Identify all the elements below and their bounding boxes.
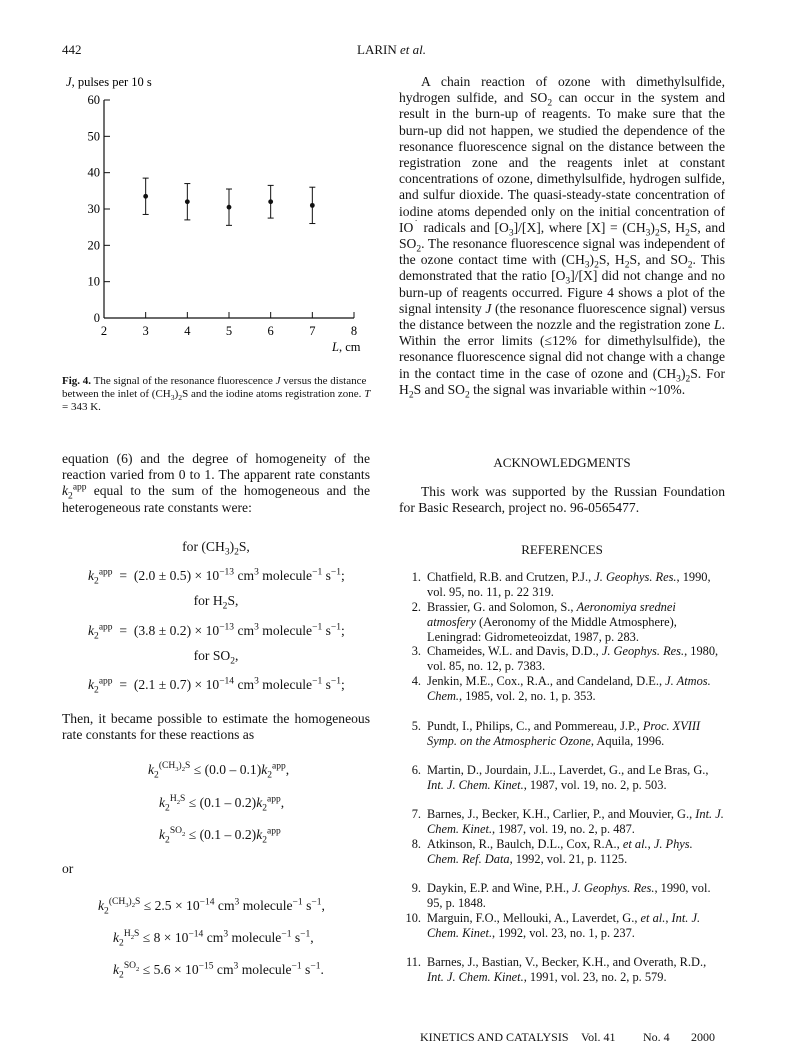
figure-caption	[62, 375, 372, 414]
reference-text: Martin, D., Jourdain, J.L., Laverdet, G., and Le Bras, G., Int. J. Chem. Kinet., 1987, vol. 19, no. 2, p. 503.	[427, 763, 709, 792]
reference-number: 4.	[411, 674, 421, 688]
footer-year: 2000	[691, 1030, 715, 1044]
footer-volume: Vol. 41	[581, 1030, 616, 1044]
equation-1: $k_2^{app} = (2.0 \pm 0.5) \times 10^{-13}$ $cm^3$ molecule$^{-1}$ $s^{-1}$;	[88, 567, 345, 587]
reference-text: Barnes, J., Bastian, V., Becker, K.H., and Overath, R.D., Int. J. Chem. Kinet., 1991, vol. 23, no. 2, p. 579.	[427, 955, 707, 984]
figure-label: Fig. 4.	[62, 375, 92, 387]
y-tick-label: 10	[87, 274, 100, 289]
x-axis-label: L, cm	[332, 340, 361, 354]
ref-heading: REFERENCES	[521, 542, 603, 557]
final-constant-2: $k_2^{H_2S} \le 8 \times 10^{-14}$ $cm^3$ molecule$^{-1}$ $s^{-1}$,	[113, 929, 314, 949]
x-tick-label: 8	[350, 324, 358, 338]
page-number: 442	[62, 42, 82, 57]
reference-text: Chatfield, R.B. and Crutzen, P.J., J. Geophys. Res., 1990, vol. 95, no. 11, p. 22 319.	[427, 570, 711, 599]
footer-journal: KINETICS AND CATALYSIS	[420, 1030, 569, 1044]
reference-text: Pundt, I., Philips, C., and Pommereau, J.P., Proc. XVIII Symp. on the Atmospheric Ozone, Aquila, 1996.	[427, 719, 701, 748]
reference-number: 7.	[411, 807, 421, 821]
y-tick-label: 0	[93, 311, 100, 325]
footer-number: No. 4	[643, 1030, 670, 1044]
x-tick-label: 7	[309, 324, 316, 338]
reference-number: 6.	[411, 763, 421, 777]
running-title-author: LARIN	[357, 42, 397, 57]
reference-item	[399, 911, 725, 941]
reference-item	[399, 837, 725, 867]
y-tick-label: 50	[87, 129, 100, 144]
data-point	[185, 199, 190, 204]
running-title-etal: et al.	[399, 42, 426, 57]
x-tick-label: 6	[267, 324, 274, 338]
inequality-3: $k_2^{SO_2} \le (0.1 - 0.2)k_2^{app}$	[159, 826, 281, 846]
right-paragraph-1: A chain reaction of ozone with dimethylsulfide, hydrogen sulfide, and $SO_2$ can occur in the system and result in the burn-up of reagents. To make sure that the burn-up did not happen, we studied the dependence of the resonance fluorescence signal on the distance between the registration zone and the reagents inlet at constant concentrations of ozone, dimethylsulfide, hydrogen sulfide, and sulfur dioxide. The quasi-steady-state concentration of iodine atoms depended only on the initial concentration of IO˙ radicals and $[O_3]/[X]$, where $[X] = (CH_3)_2S$, $H_2S$, and $SO_2$. The resonance fluorescence signal was independent of the ozone contact time with $(CH_3)_2S$, $H_2S$, and $SO_2$. This demonstrated that the ratio $[O_3]/[X]$ did not change and no burn-up of reagents occurred. Figure 4 shows a plot of the signal intensity J (the resonance fluorescence signal) versus the distance between the nozzle and the registration zone L. Within the error limits (≤12% for dimethylsulfide), the resonance fluorescence signal did not change with a change in the contact time in the case of ozone and $(CH_3)_2S$. For $H_2S$ and $SO_2$ the signal was invariable within ~10%.	[399, 74, 726, 401]
x-tick-label: 3	[142, 324, 149, 338]
reference-text: Jenkin, M.E., Cox., R.A., and Candeland, D.E., J. Atmos. Chem., 1985, vol. 2, no. 1, p. 353.	[427, 674, 711, 703]
reference-item	[399, 674, 725, 704]
reference-item	[399, 600, 725, 645]
reference-text: Barnes, J., Becker, K.H., Carlier, P., and Mouvier, G., Int. J. Chem. Kinet., 1987, vol. 19, no. 2, p. 487.	[427, 807, 724, 836]
x-tick-label: 5	[225, 324, 233, 338]
reference-item	[399, 570, 725, 600]
data-point	[227, 205, 232, 210]
figure-4	[60, 72, 380, 372]
equation-2: $k_2^{app} = (3.8 \pm 0.2) \times 10^{-13}$ $cm^3$ molecule$^{-1}$ $s^{-1}$;	[88, 622, 345, 642]
reference-number: 1.	[411, 570, 421, 584]
reference-number: 8.	[411, 837, 421, 851]
for-h2s: for $H_2S$,	[193, 593, 239, 612]
data-point	[310, 203, 315, 208]
equation-3: $k_2^{app} = (2.1 \pm 0.7) \times 10^{-14}$ $cm^3$ molecule$^{-1}$ $s^{-1}$;	[88, 676, 345, 696]
y-tick-label: 20	[87, 238, 100, 253]
y-axis-label: J, pulses per 10 s	[66, 75, 152, 89]
left-paragraph-2: Then, it became possible to estimate the homogeneous rate constants for these reactions as	[62, 711, 370, 743]
reference-item	[399, 763, 725, 793]
reference-text: Daykin, E.P. and Wine, P.H., J. Geophys. Res., 1990, vol. 95, p. 1848.	[427, 881, 711, 910]
reference-text: Atkinson, R., Baulch, D.L., Cox, R.A., et al., J. Phys. Chem. Ref. Data, 1992, vol. 21, p. 1125.	[427, 837, 693, 866]
reference-text: Chameides, W.L. and Davis, D.D., J. Geophys. Res., 1980, vol. 85, no. 12, p. 7383.	[427, 644, 719, 673]
final-constant-1: $k_2^{(CH_3)_2S} \le 2.5 \times 10^{-14}$ $cm^3$ molecule$^{-1}$ $s^{-1}$,	[98, 897, 325, 917]
reference-item	[399, 719, 725, 749]
reference-number: 3.	[411, 644, 421, 658]
x-tick-label: 2	[100, 324, 108, 338]
ack-heading: ACKNOWLEDGMENTS	[493, 455, 631, 470]
y-tick-label: 30	[87, 202, 100, 216]
running-title	[357, 42, 426, 58]
reference-text: Marguin, F.O., Mellouki, A., Laverdet, G., et al., Int. J. Chem. Kinet., 1992, vol. 23, no. 1, p. 237.	[427, 911, 701, 940]
figure-caption-text: The signal of the resonance fluorescence J versus the distance between the inlet of $(CH_3)_2S$ and the iodine atoms registration zone. T = 343 K.	[62, 375, 371, 413]
y-tick-label: 40	[87, 165, 100, 180]
inequality-2: $k_2^{H_2S} \le (0.1 - 0.2)k_2^{app}$,	[159, 794, 285, 814]
for-dms: for $(CH_3)_2S$,	[182, 539, 250, 558]
or-text: or	[62, 861, 74, 876]
reference-text: Brassier, G. and Solomon, S., Aeronomiya srednei atmosfery (Aeronomy of the Middle Atmosphere), Leningrad: Gidrometeoizdat, 1987, p. 283.	[427, 600, 677, 644]
reference-number: 11.	[405, 955, 421, 969]
reference-item	[399, 955, 725, 985]
reference-item	[399, 807, 725, 837]
x-tick-label: 4	[184, 324, 191, 338]
reference-number: 10.	[405, 911, 421, 925]
inequality-1: $k_2^{(CH_3)_2S} \le (0.0 - 0.1)k_2^{app}$,	[148, 761, 290, 781]
left-paragraph-1: equation (6) and the degree of homogeneity of the reaction varied from 0 to 1. The apparent rate constants $k_2^{app}$ equal to the sum of the homogeneous and the heterogeneous rate constants were:	[62, 451, 370, 515]
reference-item	[399, 881, 725, 911]
data-point	[143, 194, 148, 199]
reference-item	[399, 644, 725, 674]
data-point	[268, 199, 273, 204]
reference-number: 5.	[411, 719, 421, 733]
y-tick-label: 60	[87, 93, 100, 107]
ack-text: This work was supported by the Russian Foundation for Basic Research, project no. 96-0565477.	[399, 484, 725, 516]
chart-svg	[60, 72, 380, 372]
reference-number: 2.	[411, 600, 421, 614]
for-so2: for $SO_2$,	[193, 648, 239, 667]
reference-number: 9.	[411, 881, 421, 895]
final-constant-3: $k_2^{SO_2} \le 5.6 \times 10^{-15}$ $cm^3$ molecule$^{-1}$ $s^{-1}$.	[113, 961, 324, 981]
